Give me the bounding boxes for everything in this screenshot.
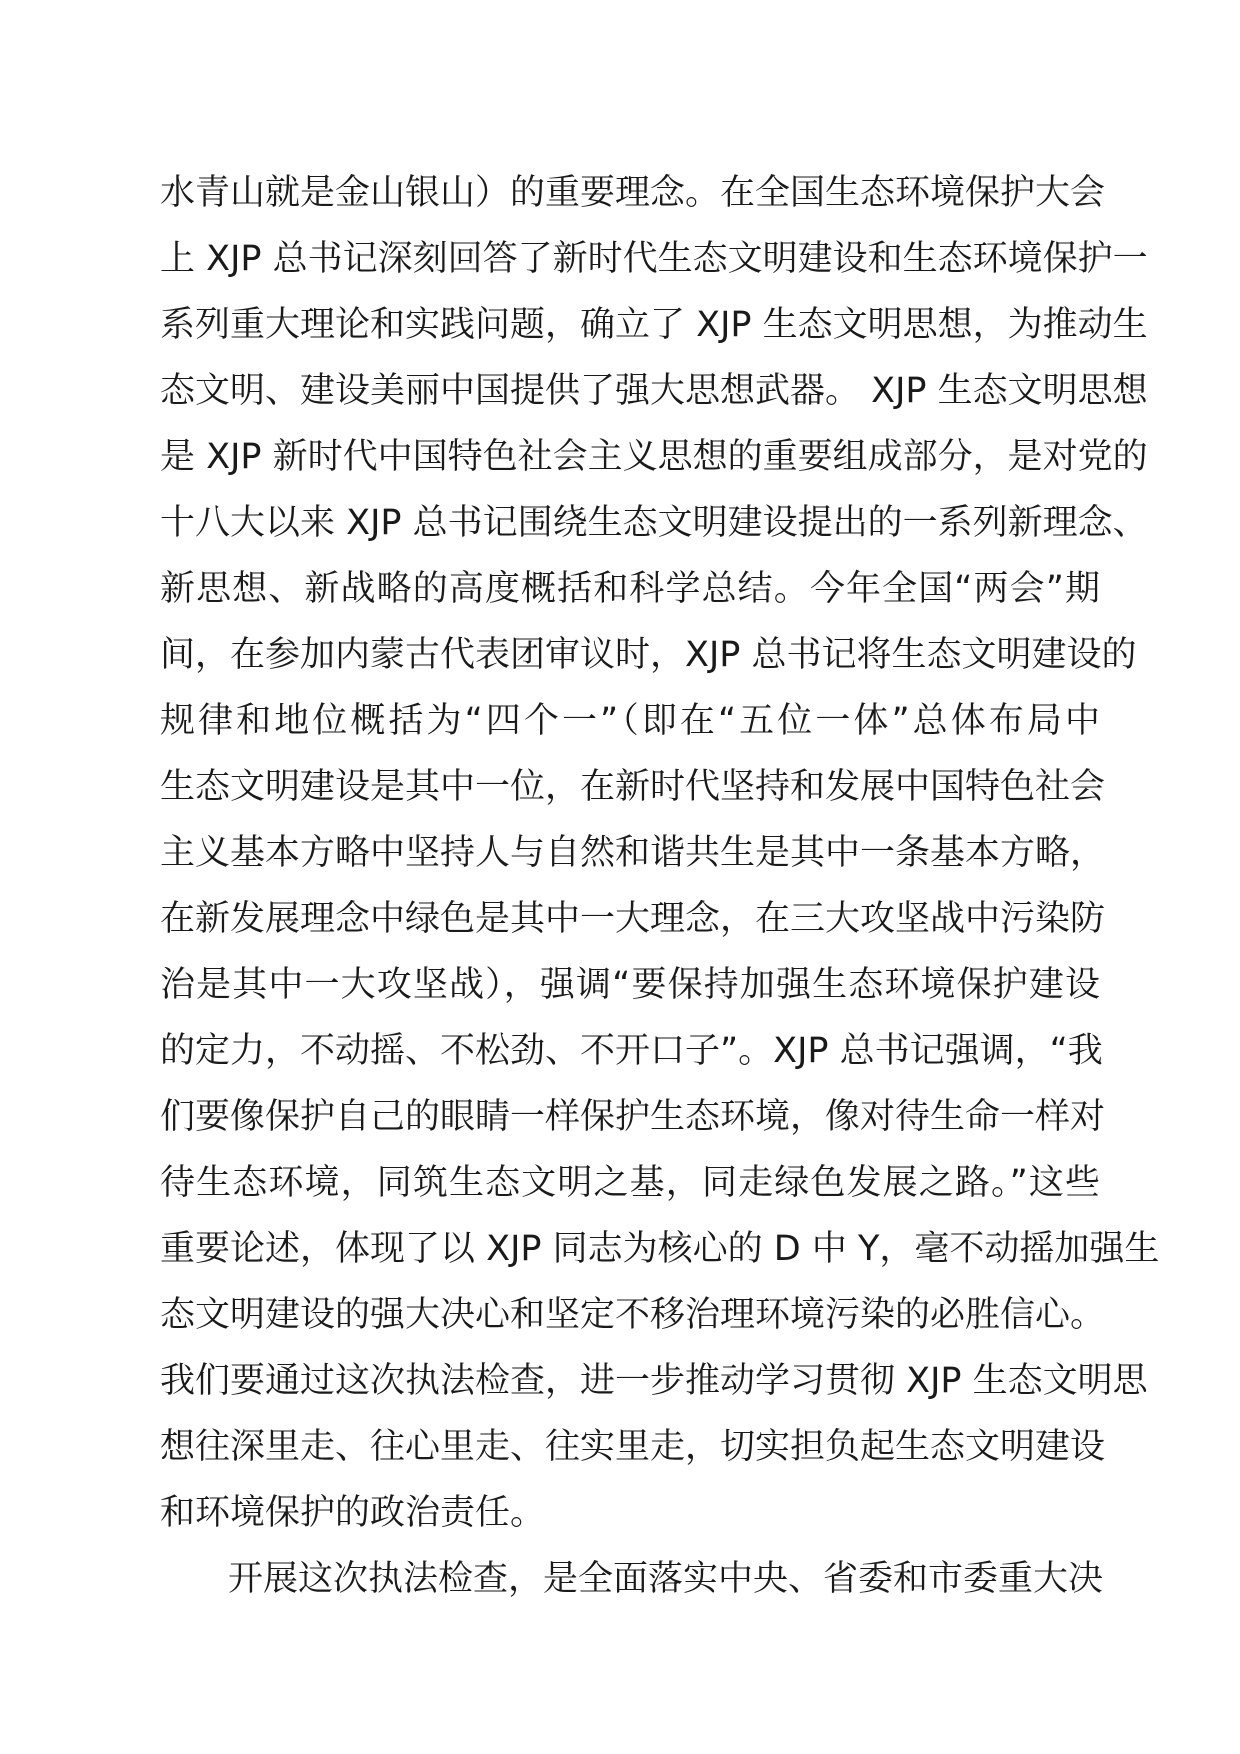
text-line: 是 XJP 新时代中国特色社会主义思想的重要组成部分，是对党的 (160, 437, 1148, 477)
text-line: 治是其中一大攻坚战），强调“要保持加强生态环境保护建设 (160, 965, 1100, 1005)
text-line: 待生态环境，同筑生态文明之基，同走绿色发展之路。”这些 (160, 1163, 1100, 1203)
text-line: 的定力，不动摇、不松劲、不开口子”。XJP 总书记强调，“我 (160, 1031, 1103, 1071)
text-line: 主义基本方略中坚持人与自然和谐共生是其中一条基本方略， (160, 833, 1106, 873)
text-line: 想往深里走、往心里走、往实里走，切实担负起生态文明建设 (160, 1427, 1106, 1467)
text-line: 规律和地位概括为“四个一”（即在“五位一体”总体布局中 (160, 701, 1100, 741)
text-line: 在新发展理念中绿色是其中一大理念，在三大攻坚战中污染防 (160, 899, 1106, 939)
text-line: 们要像保护自己的眼睛一样保护生态环境，像对待生命一样对 (160, 1097, 1106, 1137)
text-line: 我们要通过这次执法检查，进一步推动学习贯彻 XJP 生态文明思 (160, 1361, 1148, 1401)
text-line: 态文明建设的强大决心和坚定不移治理环境污染的必胜信心。 (160, 1295, 1106, 1335)
text-line: 系列重大理论和实践问题，确立了 XJP 生态文明思想，为推动生 (160, 305, 1148, 345)
text-line: 新思想、新战略的高度概括和科学总结。今年全国“两会”期 (160, 569, 1100, 609)
text-line: 态文明、建设美丽中国提供了强大思想武器。 XJP 生态文明思想 (160, 371, 1148, 411)
body-text (160, 160, 1160, 1612)
text-line: 十八大以来 XJP 总书记围绕生态文明建设提出的一系列新理念、 (160, 503, 1148, 543)
text-line: 上 XJP 总书记深刻回答了新时代生态文明建设和生态环境保护一 (160, 239, 1148, 279)
paragraph-end-line: 和环境保护的政治责任。 (160, 1493, 546, 1533)
text-line: 间，在参加内蒙古代表团审议时，XJP 总书记将生态文明建设的 (160, 635, 1137, 675)
text-line: 重要论述，体现了以 XJP 同志为核心的 D 中 Y，毫不动摇加强生 (160, 1229, 1160, 1269)
text-line: 水青山就是金山银山）的重要理念。在全国生态环境保护大会 (160, 173, 1106, 213)
text-line: 生态文明建设是其中一位，在新时代坚持和发展中国特色社会 (160, 767, 1106, 807)
paragraph-start-line: 开展这次执法检查，是全面落实中央、省委和市委重大决 (228, 1559, 1104, 1599)
